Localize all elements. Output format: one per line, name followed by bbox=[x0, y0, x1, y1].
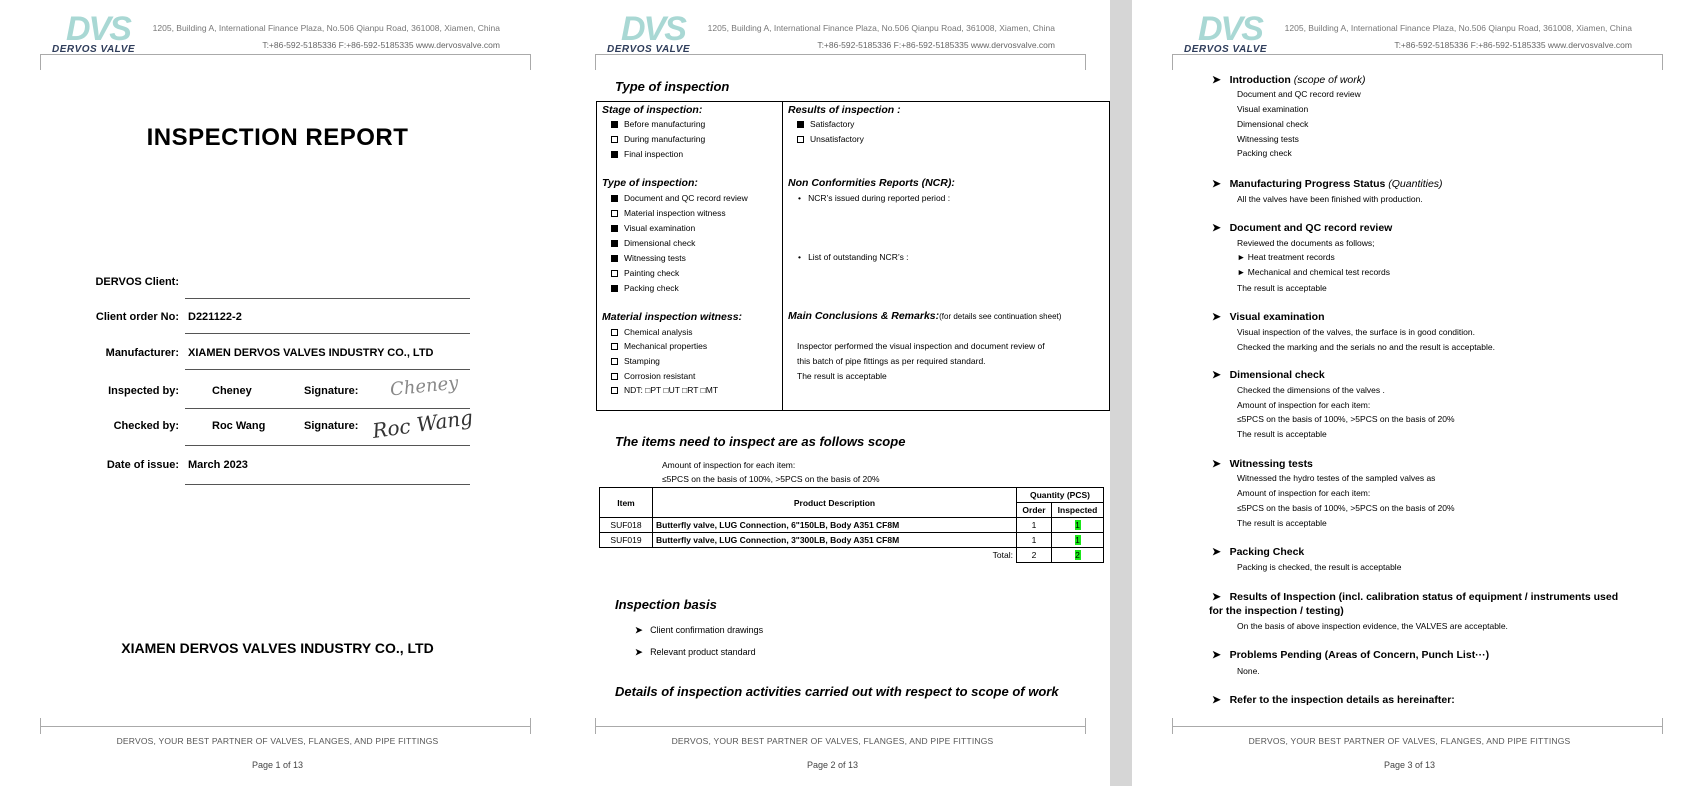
logo-mark: DVS bbox=[66, 10, 130, 48]
logo-mark: DVS bbox=[1198, 10, 1262, 48]
refer-heading: ➤ Refer to the inspection details as hereinafter: bbox=[1212, 694, 1455, 706]
report-title: INSPECTION REPORT bbox=[146, 124, 409, 151]
header-contact: T:+86-592-5185336 F:+86-592-5185335 www.dervosvalve.com bbox=[817, 40, 1055, 50]
results-heading: ➤ Results of Inspection (incl. calibration status of equipment / instruments used bbox=[1212, 591, 1619, 603]
footer-rule bbox=[595, 726, 1085, 727]
header-contact: T:+86-592-5185336 F:+86-592-5185335 www.dervosvalve.com bbox=[262, 40, 500, 50]
arrow-icon: ➤ bbox=[635, 647, 643, 657]
header-contact: T:+86-592-5185336 F:+86-592-5185335 www.dervosvalve.com bbox=[1394, 40, 1632, 50]
witnessing-text: Witnessed the hydro testes of the sampled valves as bbox=[1237, 473, 1436, 483]
dimensional-text: The result is acceptable bbox=[1237, 429, 1327, 439]
items-title: The items need to inspect are as follows scope bbox=[615, 434, 906, 449]
order-value: D221122-2 bbox=[188, 311, 242, 323]
order-label: Client order No: bbox=[95, 311, 179, 323]
total-order: 2 bbox=[1017, 548, 1052, 563]
manufacturer-label: Manufacturer: bbox=[105, 347, 179, 359]
checkbox-icon bbox=[611, 358, 618, 365]
cell-description: Butterfly valve, LUG Connection, 6"150LB, Body A351 CF8M bbox=[653, 518, 1017, 533]
type-option: Material inspection witness bbox=[611, 208, 726, 218]
doc-text: The result is acceptable bbox=[1237, 283, 1327, 293]
footer-slogan: DERVOS, YOUR BEST PARTNER OF VALVES, FLANGES, AND PIPE FITTINGS bbox=[116, 736, 439, 746]
footer-corner-left bbox=[595, 718, 596, 734]
conclusion-line-3: The result is acceptable bbox=[797, 371, 887, 381]
checkbox-icon bbox=[611, 255, 618, 262]
cell-inspected: 1 bbox=[1052, 518, 1104, 533]
checkbox-icon bbox=[611, 151, 618, 158]
type-option: Painting check bbox=[611, 268, 679, 278]
col-inspected: Inspected bbox=[1052, 503, 1104, 518]
mps-text: All the valves have been finished with production. bbox=[1237, 194, 1423, 204]
inspected-label: Inspected by: bbox=[108, 385, 179, 397]
doc-text: Reviewed the documents as follows; bbox=[1237, 238, 1375, 248]
footer-corner-right bbox=[530, 718, 531, 734]
checkbox-icon bbox=[611, 195, 618, 202]
client-underline bbox=[185, 298, 470, 299]
header-corner-left bbox=[40, 54, 41, 70]
amount-line-1: Amount of inspection for each item: bbox=[662, 460, 796, 470]
header-corner-left bbox=[1172, 54, 1173, 70]
client-label: DERVOS Client: bbox=[95, 276, 179, 288]
checked-value: Roc Wang bbox=[212, 420, 266, 432]
checkbox-icon bbox=[611, 329, 618, 336]
witnessing-heading: ➤ Witnessing tests bbox=[1212, 458, 1313, 470]
results-heading-cont: for the inspection / testing) bbox=[1209, 605, 1344, 617]
results-heading: Results of inspection : bbox=[788, 104, 901, 116]
stage-heading: Stage of inspection: bbox=[602, 104, 703, 116]
footer-rule bbox=[40, 726, 530, 727]
header-address: 1205, Building A, International Finance Plaza, No.506 Qianpu Road, 361008, Xiamen, China bbox=[1284, 23, 1632, 33]
checked-underline bbox=[185, 445, 470, 446]
material-option: Chemical analysis bbox=[611, 327, 693, 337]
type-option: Witnessing tests bbox=[611, 253, 686, 263]
basis-title: Inspection basis bbox=[615, 597, 717, 612]
signature-label-2: Signature: bbox=[304, 420, 359, 432]
doc-heading: ➤ Document and QC record review bbox=[1212, 222, 1393, 234]
date-value: March 2023 bbox=[188, 459, 248, 471]
dimensional-text: Amount of inspection for each item: bbox=[1237, 400, 1371, 410]
visual-heading: ➤ Visual examination bbox=[1212, 311, 1325, 323]
stage-option: Final inspection bbox=[611, 149, 683, 159]
material-heading: Material inspection witness: bbox=[602, 311, 743, 323]
manufacturer-underline bbox=[185, 369, 470, 370]
company-logo bbox=[1184, 10, 1274, 58]
company-logo bbox=[607, 10, 697, 58]
page-number: Page 1 of 13 bbox=[251, 760, 304, 770]
cell-item: SUF019 bbox=[600, 533, 653, 548]
mps-heading: ➤ Manufacturing Progress Status (Quantities) bbox=[1212, 178, 1443, 190]
checkbox-icon bbox=[611, 343, 618, 350]
ncr-heading: Non Conformities Reports (NCR): bbox=[788, 177, 955, 189]
dimensional-heading: ➤ Dimensional check bbox=[1212, 369, 1325, 381]
report-page-3 bbox=[1132, 0, 1687, 786]
problems-text: None. bbox=[1237, 666, 1260, 676]
type-option: Document and QC record review bbox=[611, 193, 748, 203]
checkbox-icon bbox=[611, 136, 618, 143]
checkbox-icon bbox=[611, 373, 618, 380]
checkbox-icon bbox=[611, 210, 618, 217]
cell-order: 1 bbox=[1017, 518, 1052, 533]
total-label: Total: bbox=[600, 548, 1017, 563]
total-inspected: 2 bbox=[1052, 548, 1104, 563]
header-rule bbox=[595, 54, 1085, 55]
ncr-issued: • NCR’s issued during reported period : bbox=[798, 193, 951, 203]
packing-text: Packing is checked, the result is acceptable bbox=[1237, 562, 1402, 572]
report-page-1 bbox=[0, 0, 555, 786]
footer-corner-right bbox=[1085, 718, 1086, 734]
footer-corner-left bbox=[1172, 718, 1173, 734]
intro-item: Witnessing tests bbox=[1237, 134, 1299, 144]
witnessing-text: Amount of inspection for each item: bbox=[1237, 488, 1371, 498]
result-option: Unsatisfactory bbox=[797, 134, 864, 144]
header-address: 1205, Building A, International Finance Plaza, No.506 Qianpu Road, 361008, Xiamen, China bbox=[707, 23, 1055, 33]
footer-slogan: DERVOS, YOUR BEST PARTNER OF VALVES, FLANGES, AND PIPE FITTINGS bbox=[1248, 736, 1571, 746]
checkbox-icon bbox=[611, 270, 618, 277]
checked-label: Checked by: bbox=[113, 420, 179, 432]
footer-corner-left bbox=[40, 718, 41, 734]
material-option: Mechanical properties bbox=[611, 341, 707, 351]
material-option: Corrosion resistant bbox=[611, 371, 695, 381]
footer-slogan: DERVOS, YOUR BEST PARTNER OF VALVES, FLANGES, AND PIPE FITTINGS bbox=[671, 736, 994, 746]
footer-corner-right bbox=[1662, 718, 1663, 734]
col-description: Product Description bbox=[653, 488, 1017, 518]
checkbox-icon bbox=[611, 121, 618, 128]
basis-item: ➤ Relevant product standard bbox=[635, 647, 756, 657]
intro-item: Document and QC record review bbox=[1237, 89, 1361, 99]
footer-rule bbox=[1172, 726, 1662, 727]
logo-name: DERVOS VALVE bbox=[52, 44, 136, 55]
type-option: Dimensional check bbox=[611, 238, 695, 248]
checkbox-icon bbox=[797, 136, 804, 143]
results-text: On the basis of above inspection evidence, the VALVES are acceptable. bbox=[1237, 621, 1508, 631]
header-address: 1205, Building A, International Finance Plaza, No.506 Qianpu Road, 361008, Xiamen, China bbox=[152, 23, 500, 33]
amount-line-2: ≤5PCS on the basis of 100%, >5PCS on the basis of 20% bbox=[662, 474, 880, 484]
packing-heading: ➤ Packing Check bbox=[1212, 546, 1305, 558]
stage-option: During manufacturing bbox=[611, 134, 705, 144]
date-underline bbox=[185, 484, 470, 485]
report-page-2 bbox=[555, 0, 1110, 786]
doc-text: ► Heat treatment records bbox=[1237, 252, 1335, 262]
header-corner-right bbox=[1085, 54, 1086, 70]
arrow-icon: ➤ bbox=[635, 625, 643, 635]
header-rule bbox=[40, 54, 530, 55]
cell-item: SUF018 bbox=[600, 518, 653, 533]
witnessing-text: The result is acceptable bbox=[1237, 518, 1327, 528]
type-of-inspection-title: Type of inspection bbox=[615, 79, 730, 94]
intro-item: Visual examination bbox=[1237, 104, 1309, 114]
table-header-row bbox=[600, 488, 1104, 503]
header-corner-right bbox=[530, 54, 531, 70]
result-option: Satisfactory bbox=[797, 119, 854, 129]
dimensional-text: Checked the dimensions of the valves . bbox=[1237, 385, 1385, 395]
header-rule bbox=[1172, 54, 1662, 55]
problems-heading: ➤ Problems Pending (Areas of Concern, Punch List···) bbox=[1212, 649, 1490, 661]
intro-item: Dimensional check bbox=[1237, 119, 1309, 129]
logo-name: DERVOS VALVE bbox=[1184, 44, 1268, 55]
col-quantity: Quantity (PCS) bbox=[1017, 488, 1104, 503]
checkbox-icon bbox=[611, 225, 618, 232]
checkbox-icon bbox=[611, 285, 618, 292]
witnessing-text: ≤5PCS on the basis of 100%, >5PCS on the basis of 20% bbox=[1237, 503, 1455, 513]
visual-text: Checked the marking and the serials no and the result is acceptable. bbox=[1237, 342, 1495, 352]
col-order: Order bbox=[1017, 503, 1052, 518]
header-corner-left bbox=[595, 54, 596, 70]
company-logo bbox=[52, 10, 142, 58]
inspected-value: Cheney bbox=[212, 385, 252, 397]
inspected-underline bbox=[185, 408, 470, 409]
visual-text: Visual inspection of the valves, the surface is in good condition. bbox=[1237, 327, 1475, 337]
type-option: Visual examination bbox=[611, 223, 695, 233]
table-row bbox=[600, 533, 1104, 548]
header-corner-right bbox=[1662, 54, 1663, 70]
ndt-option: NDT: □PT □UT □RT □MT bbox=[611, 385, 718, 395]
intro-item: Packing check bbox=[1237, 148, 1292, 158]
table-row bbox=[600, 518, 1104, 533]
type-heading: Type of inspection: bbox=[602, 177, 698, 189]
conclusion-line-1: Inspector performed the visual inspection and document review of bbox=[797, 341, 1045, 351]
cell-inspected: 1 bbox=[1052, 533, 1104, 548]
material-option: Stamping bbox=[611, 356, 660, 366]
intro-heading: ➤ Introduction (scope of work) bbox=[1212, 74, 1366, 86]
stage-option: Before manufacturing bbox=[611, 119, 705, 129]
basis-item: ➤ Client confirmation drawings bbox=[635, 625, 764, 635]
conclusions-heading: Main Conclusions & Remarks:(for details see continuation sheet) bbox=[788, 310, 1062, 322]
cell-description: Butterfly valve, LUG Connection, 3"300LB, Body A351 CF8M bbox=[653, 533, 1017, 548]
manufacturer-value: XIAMEN DERVOS VALVES INDUSTRY CO., LTD bbox=[188, 347, 434, 359]
order-underline bbox=[185, 333, 470, 334]
conclusion-line-2: this batch of pipe fittings as per required standard. bbox=[797, 356, 986, 366]
page-number: Page 2 of 13 bbox=[806, 760, 859, 770]
details-title: Details of inspection activities carried out with respect to scope of work bbox=[615, 684, 1059, 699]
col-item: Item bbox=[600, 488, 653, 518]
signature-1: Cheney bbox=[389, 372, 460, 401]
dimensional-text: ≤5PCS on the basis of 100%, >5PCS on the basis of 20% bbox=[1237, 414, 1455, 424]
type-option: Packing check bbox=[611, 283, 679, 293]
logo-name: DERVOS VALVE bbox=[607, 44, 691, 55]
logo-mark: DVS bbox=[621, 10, 685, 48]
doc-text: ► Mechanical and chemical test records bbox=[1237, 267, 1390, 277]
checkbox-icon bbox=[797, 121, 804, 128]
cell-order: 1 bbox=[1017, 533, 1052, 548]
checkbox-icon bbox=[611, 240, 618, 247]
checkbox-icon bbox=[611, 387, 618, 394]
date-label: Date of issue: bbox=[106, 459, 179, 471]
items-table bbox=[599, 487, 1104, 563]
company-name: XIAMEN DERVOS VALVES INDUSTRY CO., LTD bbox=[121, 640, 434, 656]
signature-label-1: Signature: bbox=[304, 385, 359, 397]
ncr-outstanding: • List of outstanding NCR’s : bbox=[798, 252, 909, 262]
table-total-row bbox=[600, 548, 1104, 563]
summary-divider bbox=[782, 101, 783, 411]
signature-2: Roc Wang bbox=[370, 405, 475, 443]
page-number: Page 3 of 13 bbox=[1383, 760, 1436, 770]
